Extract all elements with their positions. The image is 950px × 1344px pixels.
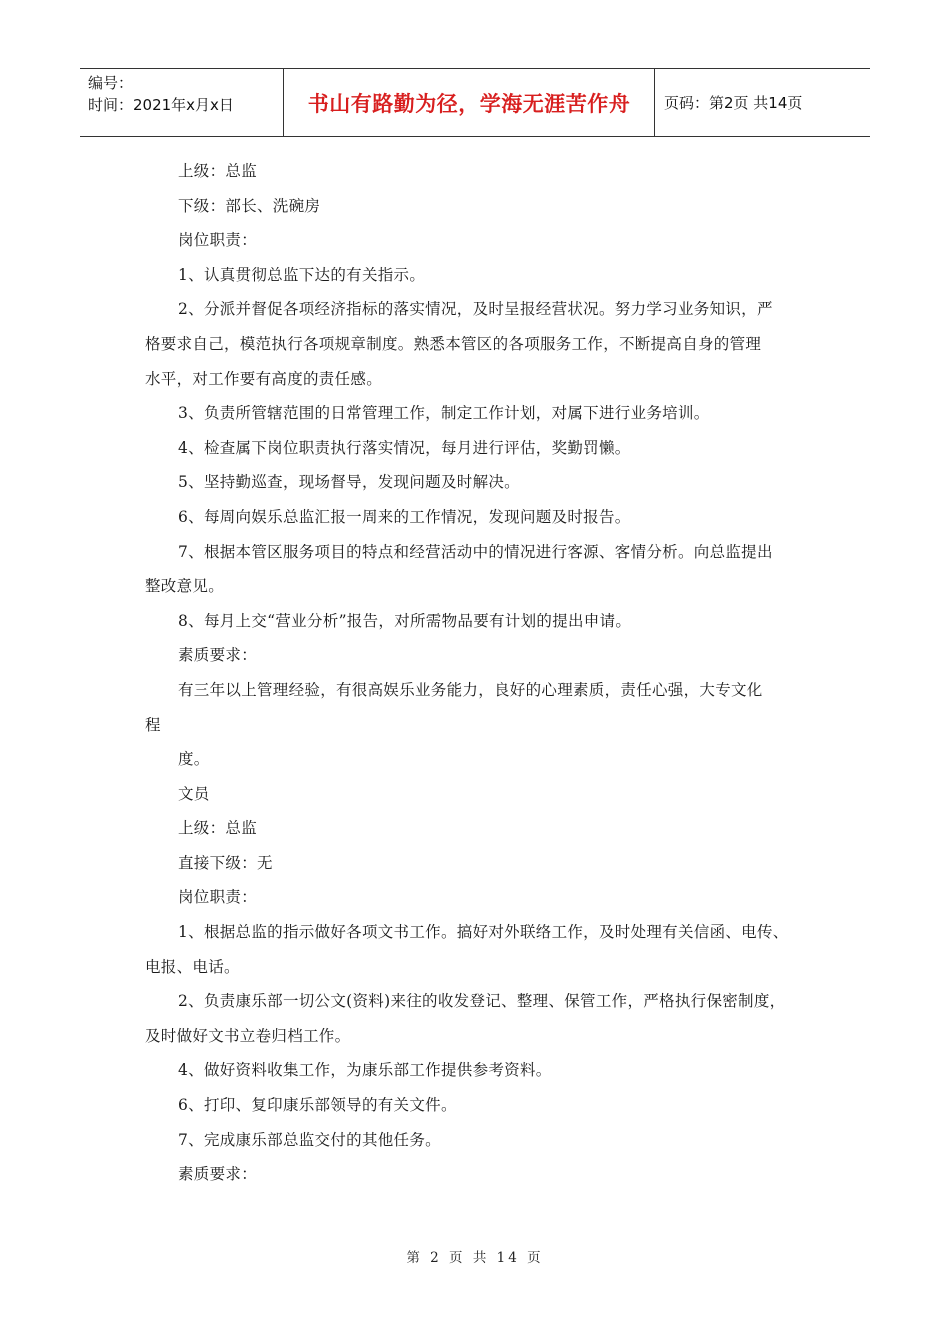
body-line: 5、坚持勤巡查，现场督导，发现问题及时解决。 [178,473,520,492]
body-line: 7、根据本管区服务项目的特点和经营活动中的情况进行客源、客情分析。向总监提出 [178,542,773,561]
body-line: 整改意见。 [145,577,225,596]
body-line: 上级：总监 [178,162,258,180]
header-page-info: 页码：第2页 共14页 [664,94,803,112]
body-line: 直接下级：无 [178,853,273,872]
body-line: 格要求自己，模范执行各项规章制度。熟悉本管区的各项服务工作，不断提高自身的管理 [145,334,762,353]
body-line: 素质要求： [178,1165,258,1184]
document-body [145,154,825,1192]
body-line: 7、完成康乐部总监交付的其他任务。 [178,1130,441,1149]
body-line: 1、认真贯彻总监下达的有关指示。 [178,265,426,284]
body-line: 8、每月上交“营业分析”报告，对所需物品要有计划的提出申请。 [178,611,632,630]
body-line: 4、做好资料收集工作，为康乐部工作提供参考资料。 [178,1061,552,1080]
body-line: 文员 [178,784,210,803]
header-motto: 书山有路勤为径，学海无涯苦作舟 [283,69,655,136]
page-header [80,68,870,137]
doc-number-label: 编号： [88,74,134,92]
body-line: 上级：总监 [178,819,258,838]
body-line: 2、负责康乐部一切公文(资料)来往的收发登记、整理、保管工作，严格执行保密制度， [178,992,786,1011]
body-line: 程 [145,715,161,734]
body-line: 有三年以上管理经验，有很高娱乐业务能力，良好的心理素质，责任心强，大专文化 [178,680,763,699]
body-line: 下级：部长、洗碗房 [178,196,321,215]
body-line: 度。 [178,750,210,769]
body-line: 6、每周向娱乐总监汇报一周来的工作情况，发现问题及时报告。 [178,507,631,526]
body-line: 电报、电话。 [145,957,240,976]
body-line: 及时做好文书立卷归档工作。 [145,1026,351,1045]
header-meta [80,69,283,136]
body-line: 岗位职责： [178,888,258,907]
body-line: 3、负责所管辖范围的日常管理工作，制定工作计划，对属下进行业务培训。 [178,404,710,423]
doc-time-label: 时间：2021年x月x日 [88,96,234,114]
body-line: 岗位职责： [178,231,258,250]
body-line: 4、检查属下岗位职责执行落实情况，每月进行评估，奖勤罚懒。 [178,438,631,457]
body-line: 6、打印、复印康乐部领导的有关文件。 [178,1096,457,1115]
body-line: 1、根据总监的指示做好各项文书工作。搞好对外联络工作，及时处理有关信函、电传、 [178,923,789,942]
body-line: 水平，对工作要有高度的责任感。 [145,369,383,388]
body-line: 2、分派并督促各项经济指标的落实情况，及时呈报经营状况。努力学习业务知识，严 [178,300,773,319]
page-footer: 第 2 页 共 14 页 [406,1250,544,1266]
body-line: 素质要求： [178,646,258,665]
